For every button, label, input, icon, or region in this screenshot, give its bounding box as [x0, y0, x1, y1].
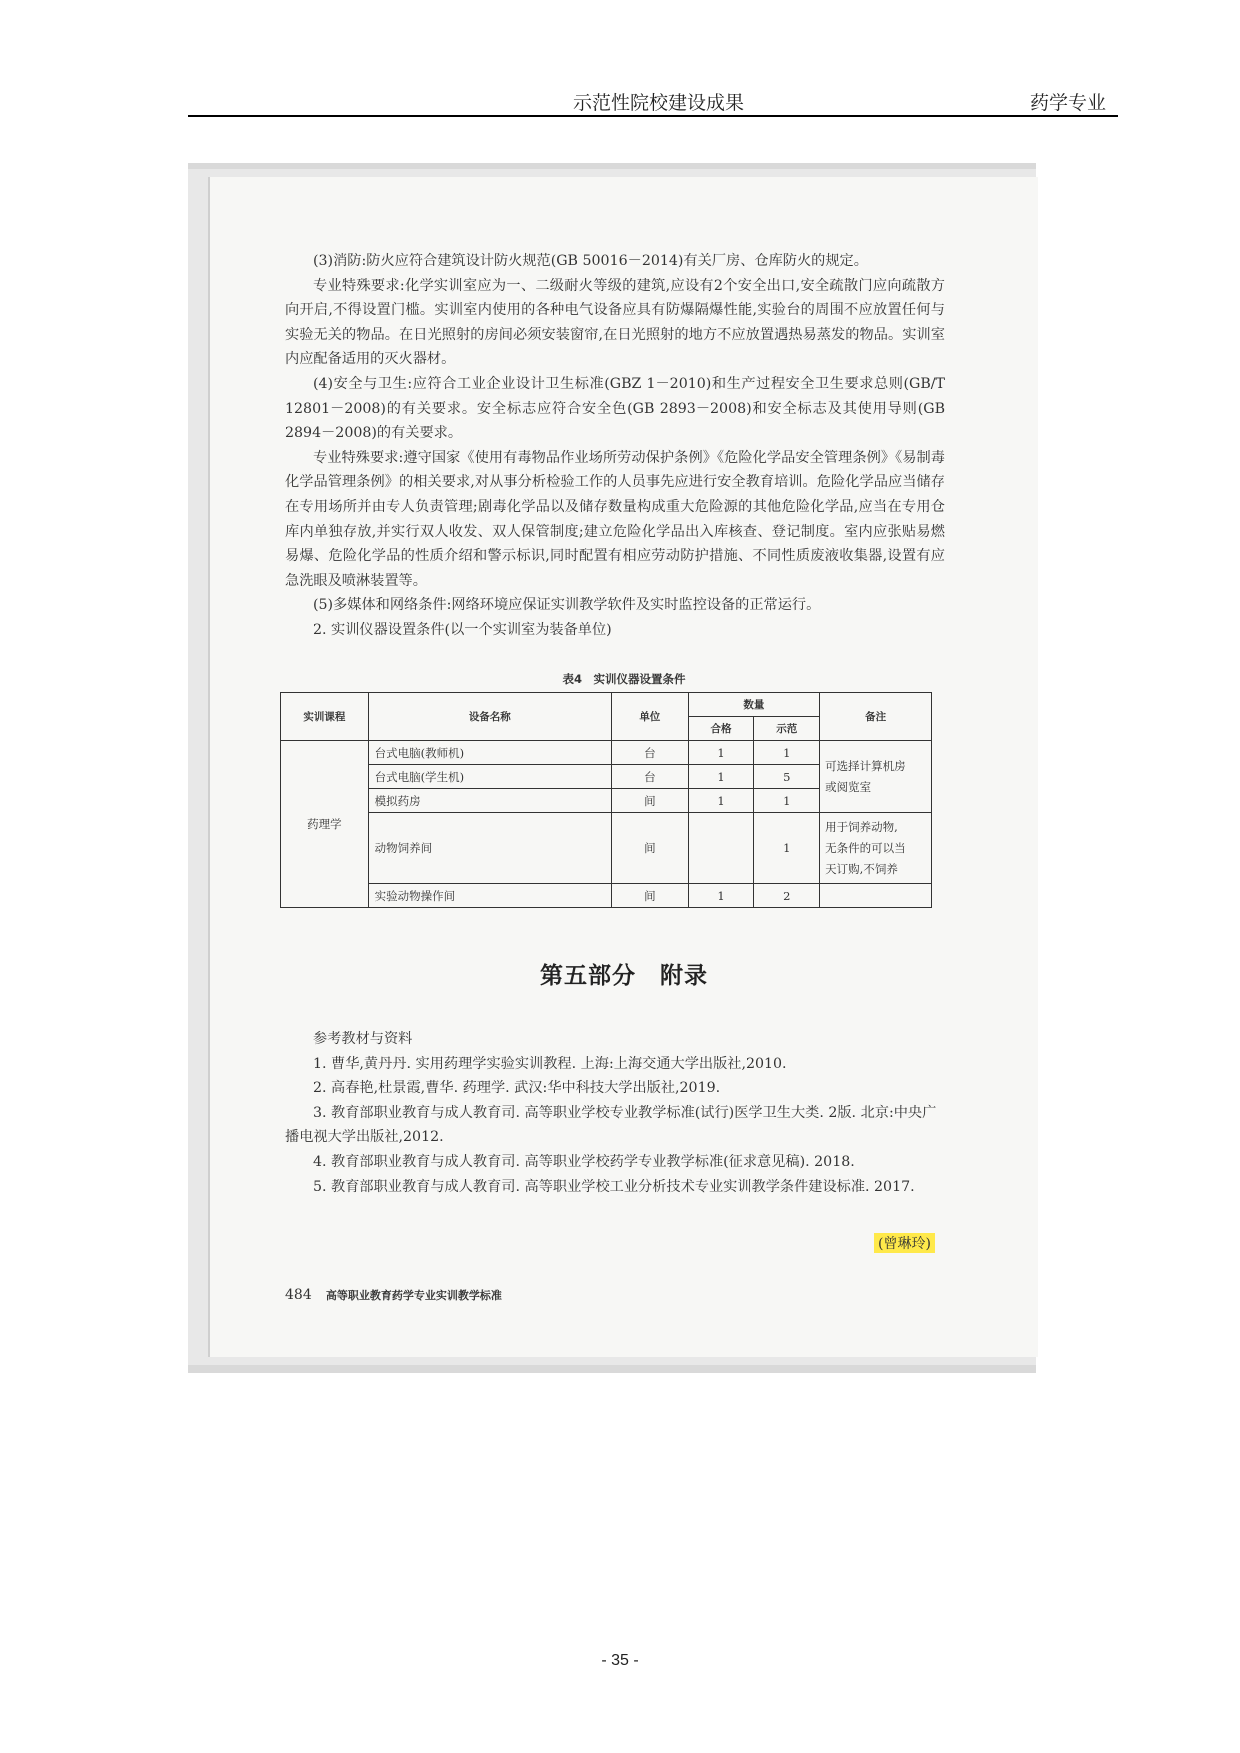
reference-item: 4. 教育部职业教育与成人教育司. 高等职业学校药学专业教学标准(征求意见稿). 2018.	[313, 1153, 855, 1170]
table-row	[281, 741, 932, 765]
cell-unit: 台	[611, 741, 688, 765]
cell-qualified	[688, 813, 754, 884]
cell-unit: 间	[611, 789, 688, 813]
cell-unit: 间	[611, 813, 688, 884]
references	[285, 1027, 945, 1199]
body-text	[285, 249, 945, 643]
section-title: 第五部分 附录	[540, 962, 708, 989]
cell-equipment: 台式电脑(教师机)	[368, 741, 611, 765]
header-qualified: 合格	[688, 717, 754, 741]
paragraph-equipment-heading: 2. 实训仪器设置条件(以一个实训室为装备单位)	[313, 621, 612, 638]
reference-item: 3. 教育部职业教育与成人教育司. 高等职业学校专业教学标准(试行)医学卫生大类. 2版. 北京:中央广播电视大学出版社,2012.	[285, 1104, 937, 1146]
cell-equipment: 实验动物操作间	[368, 884, 611, 908]
paragraph-safety: (4)安全与卫生:应符合工业企业设计卫生标准(GBZ 1－2010)和生产过程安全卫生要求总则(GB/T 12801－2008)的有关要求。安全标志应符合安全色(GB 2893－2008)和安全标志及其使用导则(GB 2894－2008)的有关要求。	[285, 375, 945, 442]
author-signature: (曾琳玲)	[874, 1233, 935, 1253]
reference-item: 2. 高春艳,杜景霞,曹华. 药理学. 武汉:华中科技大学出版社,2019.	[313, 1080, 721, 1097]
header-course: 实训课程	[281, 693, 369, 741]
cell-demo: 1	[754, 789, 820, 813]
cell-demo: 1	[754, 741, 820, 765]
cell-qualified: 1	[688, 741, 754, 765]
remark-line: 无条件的可以当	[825, 840, 906, 855]
cell-demo: 2	[754, 884, 820, 908]
header-quantity: 数量	[688, 693, 820, 717]
cell-demo: 5	[754, 765, 820, 789]
cell-unit: 台	[611, 765, 688, 789]
cell-equipment: 动物饲养间	[368, 813, 611, 884]
remark-line: 可选择计算机房	[825, 758, 906, 773]
scanned-page-frame	[188, 163, 1036, 1373]
paragraph-safety-special: 专业特殊要求:遵守国家《使用有毒物品作业场所劳动保护条例》《危险化学品安全管理条例》《易制毒化学品管理条例》的相关要求,对从事分析检验工作的人员事先应进行安全教育培训。危险化学品应当储存在专用场所并由专人负责管理;剧毒化学品以及储存数量构成重大危险源的其他危险化学品,应当在专用仓库内单独存放,并实行双人收发、双人保管制度;建立危险化学品出入库核查、登记制度。室内应张贴易燃易爆、危险化学品的性质介绍和警示标识,同时配置有相应劳动防护措施、不同性质废液收集器,设置有应急洗眼及喷淋装置等。	[285, 449, 945, 589]
cell-qualified: 1	[688, 884, 754, 908]
header-rule	[188, 115, 1118, 117]
scan-footer-title: 高等职业教育药学专业实训教学标准	[325, 1289, 502, 1302]
header-remarks: 备注	[820, 693, 932, 741]
references-heading: 参考教材与资料	[313, 1031, 413, 1047]
page-number: - 35 -	[601, 1652, 639, 1669]
header-right-title: 药学专业	[1029, 92, 1106, 114]
equipment-table	[280, 692, 932, 908]
cell-unit: 间	[611, 884, 688, 908]
table-header-row	[281, 693, 932, 717]
cell-equipment: 台式电脑(学生机)	[368, 765, 611, 789]
cell-demo: 1	[754, 813, 820, 884]
cell-qualified: 1	[688, 765, 754, 789]
cell-equipment: 模拟药房	[368, 789, 611, 813]
paragraph-fire-special: 专业特殊要求:化学实训室应为一、二级耐火等级的建筑,应设有2个安全出口,安全疏散门应向疏散方向开启,不得设置门槛。实训室内使用的各种电气设备应具有防爆隔爆性能,实验台的周围不应放置任何与实验无关的物品。在日光照射的房间必须安装窗帘,在日光照射的地方不应放置遇热易蒸发的物品。实训室内应配备适用的灭火器材。	[285, 277, 945, 368]
table-caption: 表4 实训仪器设置条件	[562, 672, 686, 686]
cell-remark-animals	[820, 813, 932, 884]
remark-line: 或阅览室	[825, 779, 872, 794]
paragraph-fire: (3)消防:防火应符合建筑设计防火规范(GB 50016－2014)有关厂房、仓库防火的规定。	[313, 253, 868, 269]
cell-remark-empty	[820, 884, 932, 908]
header-center-title: 示范性院校建设成果	[573, 92, 745, 114]
scan-page-number: 484	[285, 1287, 312, 1303]
header-unit: 单位	[611, 693, 688, 741]
remark-line: 天订购,不饲养	[825, 861, 898, 876]
scan-footer	[285, 1287, 502, 1303]
cell-remark-computers	[820, 741, 932, 813]
reference-item: 1. 曹华,黄丹丹. 实用药理学实验实训教程. 上海:上海交通大学出版社,2010.	[313, 1055, 787, 1072]
cell-course: 药理学	[281, 741, 369, 908]
page-header	[188, 86, 1118, 116]
header-equipment: 设备名称	[368, 693, 611, 741]
table-row	[281, 813, 932, 884]
remark-line: 用于饲养动物,	[825, 819, 898, 834]
cell-qualified: 1	[688, 789, 754, 813]
reference-item: 5. 教育部职业教育与成人教育司. 高等职业学校工业分析技术专业实训教学条件建设标准. 2017.	[313, 1178, 915, 1195]
header-demo: 示范	[754, 717, 820, 741]
table-row	[281, 884, 932, 908]
scanned-page	[208, 177, 1038, 1357]
paragraph-multimedia: (5)多媒体和网络条件:网络环境应保证实训教学软件及实时监控设备的正常运行。	[313, 597, 821, 614]
